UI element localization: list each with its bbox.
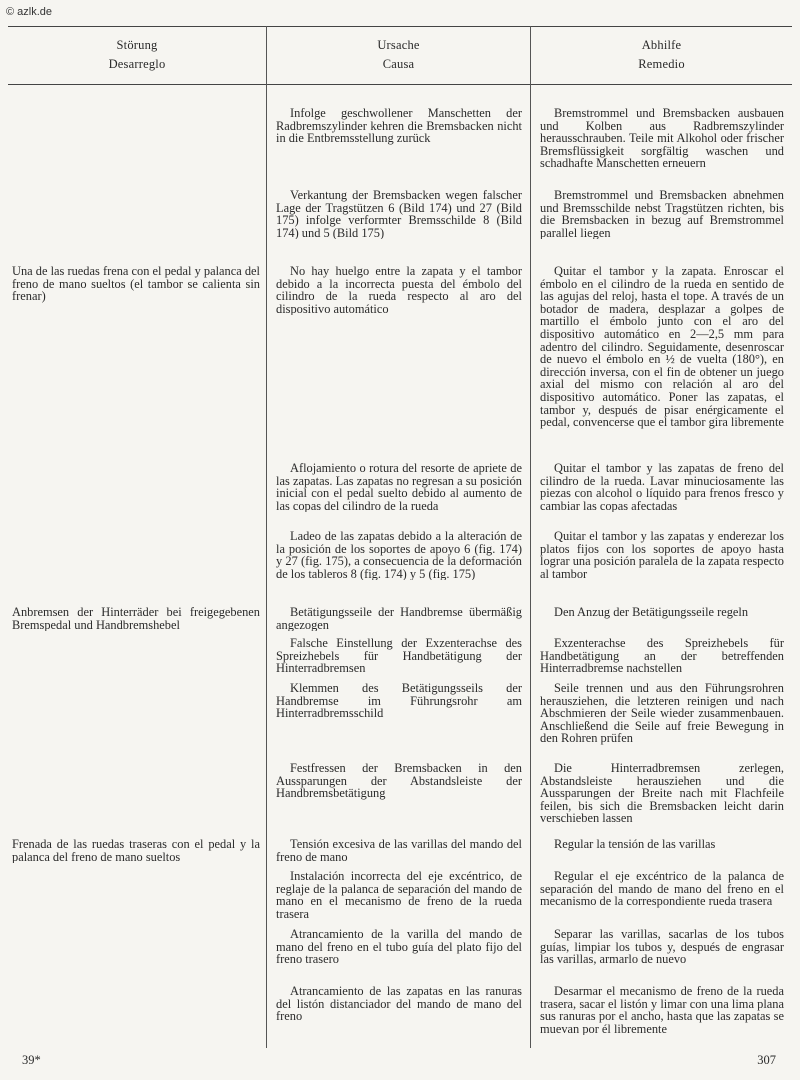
header-top-rule	[8, 26, 792, 27]
header-remedy-de: Abhilfe	[641, 38, 682, 52]
header-cause-de: Ursache	[377, 38, 420, 52]
header-cause-es: Causa	[382, 57, 415, 71]
cause-cell: Falsche Einstellung der Exzenterachse des Spreizhebels für Handbetätigung der Hinterradbremsen	[276, 637, 522, 675]
cause-cell: Aflojamiento o rotura del resorte de apriete de las zapatas. Las zapatas no regresan a su posición inicial con el pedal suelto debido al aumento de las copas del cilindro de la rueda	[276, 462, 522, 513]
cause-cell: Ladeo de las zapatas debido a la alteración de la posición de los soportes de apoyo 6 (fig. 174) y 27 (fig. 175), a consecuencia de la deformación de los tableros 8 (fig. 174) y 5 (fig. 175)	[276, 530, 522, 581]
column-divider-1	[266, 26, 267, 1048]
cause-cell: Atrancamiento de las zapatas en las ranuras del listón distanciador del mando de mano del freno	[276, 985, 522, 1023]
page-number: 307	[757, 1053, 776, 1067]
header-cause	[267, 36, 530, 74]
header-fault-es: Desarreglo	[108, 57, 166, 71]
cause-cell: Verkantung der Bremsbacken wegen falscher Lage der Tragstützen 6 (Bild 174) und 27 (Bild 175) infolge verformter Bremsschilde 8 (Bild 174) und 5 (Bild 175)	[276, 189, 522, 240]
remedy-cell: Regular la tensión de las varillas	[554, 838, 716, 851]
cause-cell: Tensión excesiva de las varillas del mando del freno de mano	[276, 838, 522, 864]
remedy-cell: Bremstrommel und Bremsbacken ausbauen und Kolben aus Radbremszylinder herausschrauben. Teile mit Alkohol oder frischer Bremsflüssigkeit sorgfältig waschen und schadhafte Manschetten erneuern	[540, 107, 784, 170]
remedy-cell: Desarmar el mecanismo de freno de la rueda trasera, sacar el listón y limar con una lima plana sus ranuras por el ancho, hasta que las zapatas se muevan por él libremente	[540, 985, 784, 1036]
header-fault	[8, 36, 266, 74]
remedy-cell: Den Anzug der Betätigungsseile regeln	[554, 606, 749, 619]
header-remedy-es: Remedio	[638, 57, 685, 71]
cause-cell: No hay huelgo entre la zapata y el tambor debido a la incorrecta puesta del émbolo del cilindro de la rueda respecto al aro del dispositivo automático	[276, 265, 522, 316]
cause-cell: Instalación incorrecta del eje excéntrico, de reglaje de la palanca de separación del mando de mano en el mecanismo de freno de la rueda trasera	[276, 870, 522, 921]
cause-cell: Infolge geschwollener Manschetten der Radbremszylinder kehren die Bremsbacken nicht in die Entbremsstellung zurück	[276, 107, 522, 145]
remedy-cell: Quitar el tambor y la zapata. Enroscar el émbolo en el cilindro de la rueda en sentido de las agujas del reloj, hasta el tope. A través de un botador de madera, desplazar a golpes de martillo el émbolo junto con el aro del dispositivo automático en 2—2,5 mm para adentro del cilindro. Seguidamente, desenroscar de nuevo el émbolo en ½ de vuelta (180°), en dirección inversa, con el fin de obtener un juego axial del mismo con relación al aro del dispositivo automático. Poner las zapatas, el tambor y, después de pisar enérgicamente el pedal, convencerse que el tambor gira libremente	[540, 265, 784, 429]
remedy-cell: Exzenterachse des Spreizhebels für Handbetätigung an der betreffenden Hinterradbremse nachstellen	[540, 637, 784, 675]
fault-cell: Frenada de las ruedas traseras con el pedal y la palanca del freno de mano sueltos	[12, 838, 260, 864]
header-remedy	[531, 36, 792, 74]
fault-cell: Una de las ruedas frena con el pedal y palanca del freno de mano sueltos (el tambor se calienta sin frenar)	[12, 265, 260, 303]
remedy-cell: Seile trennen und aus den Führungsrohren herausziehen, die letzteren reinigen und nach Abschmieren der Seile wieder zusammenbauen. Anschließend die Seile auf freie Bewegung in den Rohren prüfen	[540, 682, 784, 745]
remedy-cell: Regular el eje excéntrico de la palanca de separación del mando de mano del freno en el mecanismo de la correspondiente rueda trasera	[540, 870, 784, 908]
cause-cell: Betätigungsseile der Handbremse übermäßig angezogen	[276, 606, 522, 632]
cause-cell: Atrancamiento de la varilla del mando de mano del freno en el tubo guía del plato fijo del freno trasero	[276, 928, 522, 966]
header-fault-de: Störung	[116, 38, 158, 52]
remedy-cell: Bremstrommel und Bremsbacken abnehmen und Bremsschilde nebst Tragstützen richten, bis die Bremsbacken in bezug auf Bremstrommel parallel liegen	[540, 189, 784, 240]
remedy-cell: Quitar el tambor y las zapatas de freno del cilindro de la rueda. Lavar minuciosamente las piezas con alcohol o líquido para frenos fresco y cambiar las copas afectadas	[540, 462, 784, 513]
column-divider-2	[530, 26, 531, 1048]
cause-cell: Festfressen der Bremsbacken in den Aussparungen der Abstandsleiste der Handbremsbetätigung	[276, 762, 522, 800]
remedy-cell: Die Hinterradbremsen zerlegen, Abstandsleiste herausziehen und die Aussparungen der Breite nach mit Flachfeile feilen, bis sich die Bremsbacken leicht darin verschieben lassen	[540, 762, 784, 825]
header-bottom-rule	[8, 84, 792, 85]
page-signature: 39*	[22, 1053, 41, 1067]
watermark: © azlk.de	[6, 6, 53, 18]
remedy-cell: Quitar el tambor y las zapatas y enderezar los platos fijos con los soportes de apoyo hasta lograr una posición paralela de la zapata respecto al tambor	[540, 530, 784, 581]
cause-cell: Klemmen des Betätigungsseils der Handbremse im Führungsrohr am Hinterradbremsschild	[276, 682, 522, 720]
remedy-cell: Separar las varillas, sacarlas de los tubos guías, limpiar los tubos y, después de engrasar las varillas, armarlo de nuevo	[540, 928, 784, 966]
fault-cell: Anbremsen der Hinterräder bei freigegebenen Bremspedal und Handbremshebel	[12, 606, 260, 632]
